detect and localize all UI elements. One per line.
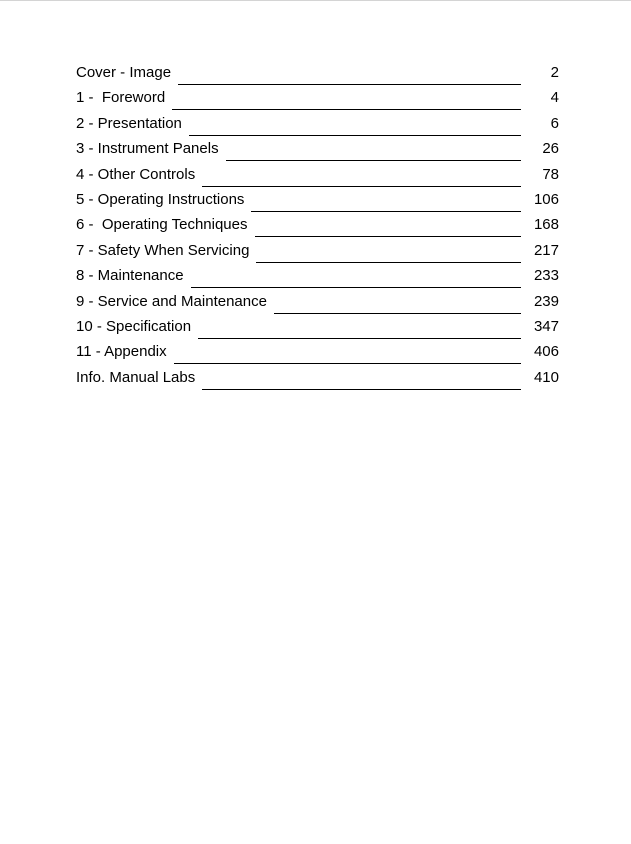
toc-leader-line xyxy=(172,89,521,110)
toc-entry-title: 10 - Specification xyxy=(76,317,192,335)
toc-entry-page-number: 233 xyxy=(533,267,559,285)
toc-entry-page-number: 239 xyxy=(533,292,559,310)
toc-leader-line xyxy=(174,343,521,364)
table-of-contents xyxy=(76,64,559,394)
toc-entry-title: 11 - Appendix xyxy=(76,343,167,361)
toc-entry-foreword[interactable] xyxy=(76,89,559,114)
toc-leader-line xyxy=(256,242,521,263)
toc-entry-title: Cover - Image xyxy=(76,64,172,81)
toc-entry-safety-when-servicing[interactable] xyxy=(76,242,559,267)
toc-entry-service-and-maintenance[interactable] xyxy=(76,293,559,318)
toc-leader-line xyxy=(198,318,521,339)
toc-entry-page-number: 406 xyxy=(533,343,559,361)
toc-entry-appendix[interactable] xyxy=(76,343,559,368)
toc-entry-title: 5 - Operating Instructions xyxy=(76,190,245,208)
toc-entry-page-number: 217 xyxy=(533,241,559,259)
toc-entry-cover-image[interactable] xyxy=(76,64,559,89)
toc-entry-title: 8 - Maintenance xyxy=(76,267,184,285)
toc-entry-page-number: 6 xyxy=(550,114,559,132)
toc-entry-page-number: 410 xyxy=(533,368,559,386)
toc-leader-line xyxy=(251,191,521,212)
page-top-border xyxy=(0,0,631,1)
toc-entry-title: 1 - Foreword xyxy=(76,89,166,107)
toc-leader-line xyxy=(202,369,521,390)
toc-entry-page-number: 2 xyxy=(550,64,559,81)
toc-entry-title: 7 - Safety When Servicing xyxy=(76,241,250,259)
toc-entry-page-number: 347 xyxy=(533,317,559,335)
toc-entry-operating-instructions[interactable] xyxy=(76,191,559,216)
toc-entry-page-number: 78 xyxy=(542,165,559,183)
toc-entry-title: Info. Manual Labs xyxy=(76,368,196,386)
toc-leader-line xyxy=(255,216,522,237)
toc-entry-title: 3 - Instrument Panels xyxy=(76,140,219,158)
toc-entry-title: 2 - Presentation xyxy=(76,114,182,132)
toc-leader-line xyxy=(189,115,521,136)
toc-entry-page-number: 106 xyxy=(533,190,559,208)
toc-entry-page-number: 26 xyxy=(542,140,559,158)
toc-entry-info-manual-labs[interactable] xyxy=(76,369,559,394)
toc-leader-line xyxy=(178,64,521,85)
toc-entry-instrument-panels[interactable] xyxy=(76,140,559,165)
toc-entry-maintenance[interactable] xyxy=(76,267,559,292)
toc-entry-page-number: 168 xyxy=(533,216,559,234)
toc-entry-title: 4 - Other Controls xyxy=(76,165,196,183)
toc-entry-title: 9 - Service and Maintenance xyxy=(76,292,267,310)
toc-leader-line xyxy=(274,293,521,314)
toc-leader-line xyxy=(226,140,521,161)
toc-entry-page-number: 4 xyxy=(550,89,559,107)
toc-entry-other-controls[interactable] xyxy=(76,166,559,191)
toc-entry-operating-techniques[interactable] xyxy=(76,216,559,241)
toc-leader-line xyxy=(191,267,521,288)
toc-entry-title: 6 - Operating Techniques xyxy=(76,216,248,234)
toc-entry-presentation[interactable] xyxy=(76,115,559,140)
toc-entry-specification[interactable] xyxy=(76,318,559,343)
toc-leader-line xyxy=(202,166,521,187)
